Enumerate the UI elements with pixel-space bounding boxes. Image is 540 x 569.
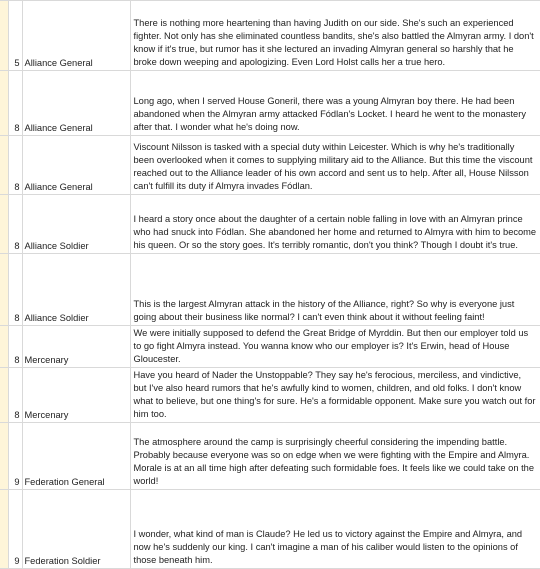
row-gutter-cell[interactable] [0,326,8,368]
table-row[interactable] [0,423,540,490]
dialogue-text-cell[interactable]: Have you heard of Nader the Unstoppable? They say he's ferocious, merciless, and vindictive, but I've also heard rumors that he's awfully kind to women, children, and old folks. I don't know what to believe, but one thing's for sure. He's a formidable opponent. Make sure you watch out for him too. [130,368,540,423]
dialogue-text-cell[interactable]: The atmosphere around the camp is surprisingly cheerful considering the impending battle. Probably because everyone was so on edge when we were fighting with the Empire and Almyra. Morale is at an all time high after defeating such formidable foes. It feels like we could take on the world! [130,423,540,490]
chapter-cell[interactable]: 8 [8,326,22,368]
dialogue-text-cell[interactable]: This is the largest Almyran attack in the history of the Alliance, right? So why is everyone just going about their business like normal? I can't even think about it without feeling faint! [130,254,540,326]
speaker-cell[interactable]: Federation General [22,423,130,490]
speaker-cell[interactable]: Alliance Soldier [22,195,130,254]
speaker-cell[interactable]: Federation Soldier [22,490,130,569]
table-row[interactable] [0,326,540,368]
dialogue-text-cell[interactable]: I wonder, what kind of man is Claude? He led us to victory against the Empire and Almyra, and now he's suddenly our king. I can't imagine a man of his caliber would listen to the opinions of those beneath him. [130,490,540,569]
row-gutter-cell[interactable] [0,136,8,195]
table-row[interactable] [0,1,540,71]
table-row[interactable] [0,490,540,569]
table-row[interactable] [0,254,540,326]
dialogue-text-cell[interactable]: Viscount Nilsson is tasked with a special duty within Leicester. Which is why he's traditionally been overlooked when it comes to supplying military aid to the Alliance. But this time the viscount reached out to the Alliance leader of his own accord and sent us to help. After all, House Nilsson can't fulfill its duty if Almyra invades Fódlan. [130,136,540,195]
row-gutter-cell[interactable] [0,368,8,423]
row-gutter-cell[interactable] [0,71,8,136]
sheet-body [0,1,540,569]
table-row[interactable] [0,71,540,136]
dialogue-text-cell[interactable]: We were initially supposed to defend the Great Bridge of Myrddin. But then our employer told us to go fight Almyra instead. You wanna know who our employer is? It's Erwin, head of House Gloucester. [130,326,540,368]
chapter-cell[interactable]: 9 [8,423,22,490]
speaker-cell[interactable]: Alliance Soldier [22,254,130,326]
speaker-cell[interactable]: Mercenary [22,326,130,368]
speaker-cell[interactable]: Alliance General [22,136,130,195]
dialogue-text-cell[interactable]: There is nothing more heartening than having Judith on our side. She's such an experienced fighter. Not only has she eliminated countless bandits, she's also battled the Almyran army. I don't know if it's true, but rumor has it she lectured an invading Almyran general so harshly that he broke down weeping and apologizing. Even Lord Holst calls her a true hero. [130,1,540,71]
table-row[interactable] [0,368,540,423]
table-row[interactable] [0,195,540,254]
chapter-cell[interactable]: 9 [8,490,22,569]
chapter-cell[interactable]: 8 [8,368,22,423]
row-gutter-cell[interactable] [0,195,8,254]
speaker-cell[interactable]: Mercenary [22,368,130,423]
speaker-cell[interactable]: Alliance General [22,1,130,71]
chapter-cell[interactable]: 8 [8,254,22,326]
chapter-cell[interactable]: 8 [8,195,22,254]
chapter-cell[interactable]: 5 [8,1,22,71]
table-row[interactable] [0,136,540,195]
dialogue-text-cell[interactable]: Long ago, when I served House Goneril, there was a young Almyran boy there. He had been abandoned when the Almyran army attacked Fódlan's Locket. I heard he went to the monastery after that. I wonder what he's doing now. [130,71,540,136]
speaker-cell[interactable]: Alliance General [22,71,130,136]
chapter-cell[interactable]: 8 [8,136,22,195]
row-gutter-cell[interactable] [0,490,8,569]
row-gutter-cell[interactable] [0,254,8,326]
chapter-cell[interactable]: 8 [8,71,22,136]
row-gutter-cell[interactable] [0,423,8,490]
dialogue-text-cell[interactable]: I heard a story once about the daughter of a certain noble falling in love with an Almyran prince who had snuck into Fódlan. She abandoned her home and returned to Almyra with him to become his queen. Or so the story goes. It's terribly romantic, don't you think? Though I doubt it's true. [130,195,540,254]
row-gutter-cell[interactable] [0,1,8,71]
